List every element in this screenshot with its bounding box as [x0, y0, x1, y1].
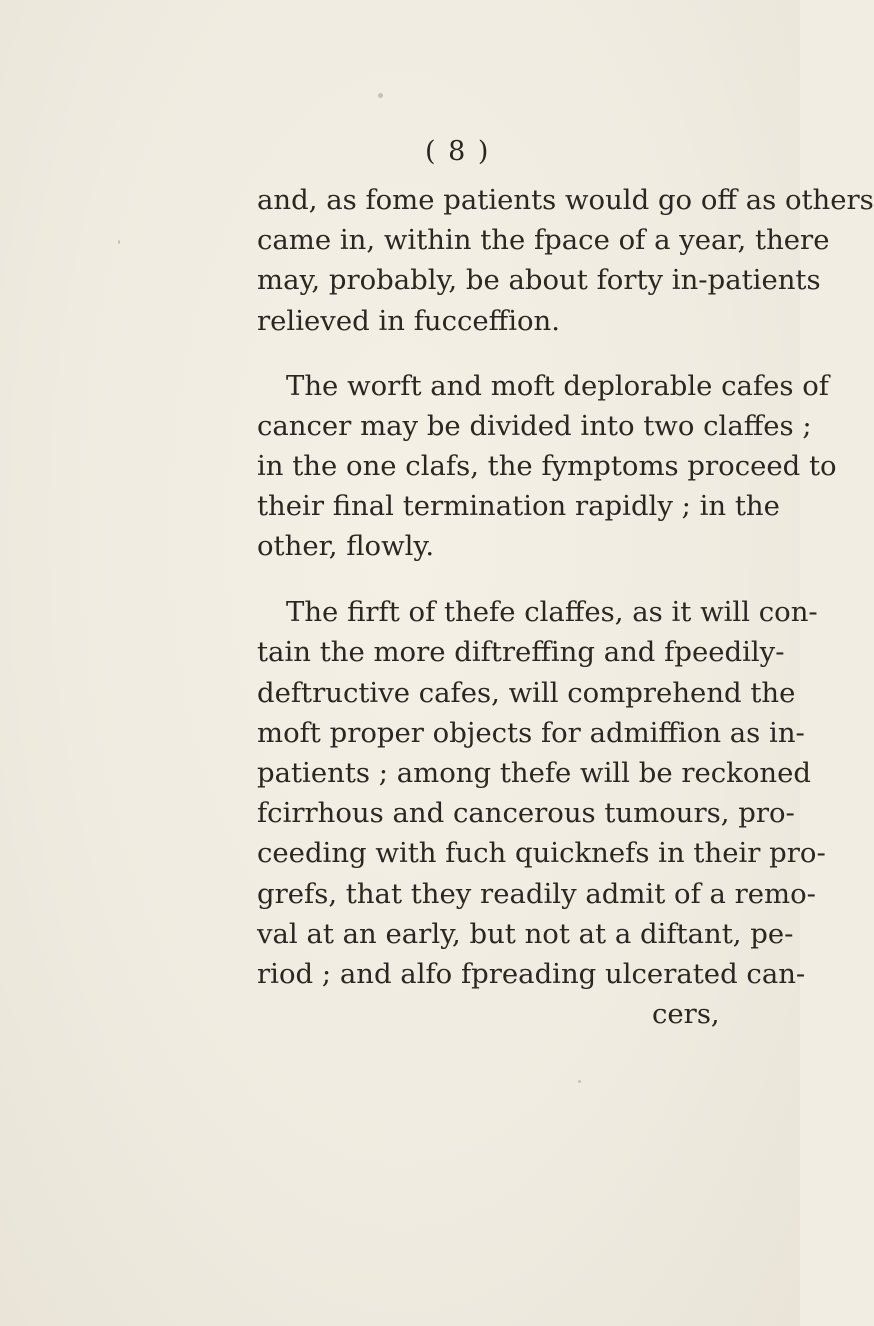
text-line: deftructive cafes, will comprehend the: [257, 677, 796, 709]
page-number: ( 8 ): [425, 136, 491, 167]
text-line: riod ; and alfo fpreading ulcerated can-: [257, 958, 806, 990]
text-line: tain the more diftreffing and fpeedily-: [257, 636, 785, 668]
text-line: fcirrhous and cancerous tumours, pro-: [257, 797, 795, 829]
text-line: came in, within the fpace of a year, there: [257, 224, 830, 256]
text-line: other, flowly.: [257, 530, 435, 562]
text-line: moft proper objects for admiffion as in-: [257, 717, 805, 749]
text-line: their final termination rapidly ; in the: [257, 490, 780, 522]
text-line: and, as fome patients would go off as others: [257, 184, 874, 216]
catchword: cers,: [652, 998, 720, 1030]
text-line: in the one clafs, the fymptoms proceed to: [257, 450, 837, 482]
text-line: val at an early, but not at a diftant, pe-: [257, 918, 794, 950]
text-line: may, probably, be about forty in-patients: [257, 264, 821, 296]
text-line: ceeding with fuch quicknefs in their pro-: [257, 837, 826, 869]
text-line: cancer may be divided into two claffes ;: [257, 410, 812, 442]
text-line: The worft and moft deplorable cafes of: [286, 370, 829, 402]
text-line: relieved in fucceffion.: [257, 305, 560, 337]
text-line: grefs, that they readily admit of a remo-: [257, 878, 816, 910]
paper-speck: [378, 93, 383, 98]
text-line: patients ; among thefe will be reckoned: [257, 757, 811, 789]
paper-speck: [118, 240, 120, 244]
text-line: The firft of thefe claffes, as it will con-: [286, 596, 818, 628]
paper-speck: [578, 1080, 581, 1083]
